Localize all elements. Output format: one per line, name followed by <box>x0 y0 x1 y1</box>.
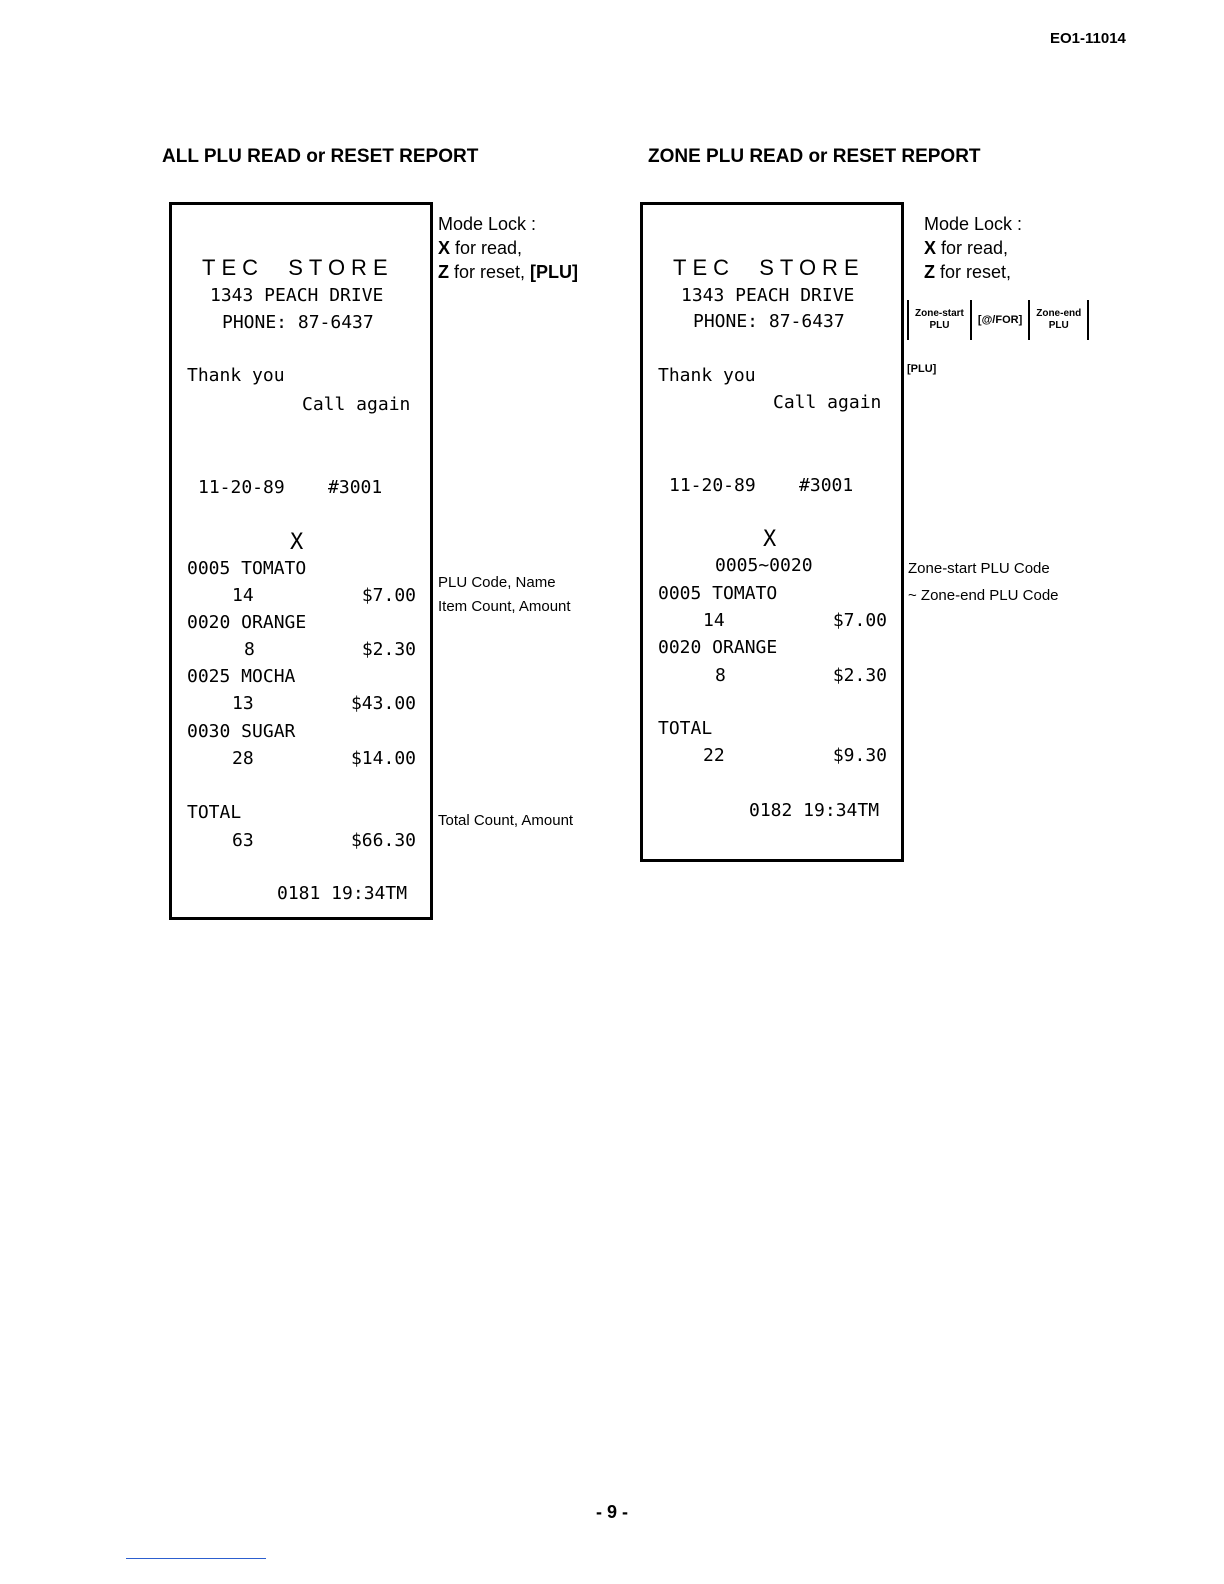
at-for-key <box>970 300 1028 340</box>
store-address: 1343 PEACH DRIVE <box>210 285 384 306</box>
item-name: 0005 TOMATO <box>187 558 307 579</box>
report-symbol: X <box>290 530 304 555</box>
plu-key-label: [PLU] <box>907 363 937 375</box>
date-and-number: 11-20-89 #3001 <box>198 477 383 498</box>
zone-end-code-text: ~ Zone-end PLU Code <box>908 587 1059 604</box>
store-name: TEC STORE <box>673 255 865 280</box>
all-plu-receipt <box>169 202 433 920</box>
total-count: 22 <box>703 745 725 766</box>
item-amount: $14.00 <box>350 748 416 769</box>
key-sequence <box>907 300 1089 340</box>
total-count: 63 <box>232 830 254 851</box>
mode-lock-annotation <box>438 212 578 284</box>
item-count: 14 <box>703 610 725 631</box>
footer-rule <box>126 1558 266 1559</box>
item-count-amount-text: Item Count, Amount <box>438 598 571 615</box>
store-phone: PHONE: 87-6437 <box>222 312 374 333</box>
store-address: 1343 PEACH DRIVE <box>681 285 855 306</box>
call-again-text: Call again <box>773 392 882 413</box>
x-read-text: for read, <box>450 238 523 258</box>
zone-range: 0005~0020 <box>715 555 813 576</box>
x-read-text: for read, <box>936 238 1009 258</box>
key-label-line: PLU <box>929 320 950 331</box>
x-key-label: X <box>438 238 451 258</box>
receipt-footer: 0181 19:34TM <box>277 883 408 904</box>
zone-code-annotation <box>908 555 1059 609</box>
item-amount: $7.00 <box>832 610 887 631</box>
key-label-line: Zone-start <box>915 308 964 319</box>
total-amount: $66.30 <box>350 830 416 851</box>
key-label-line: Zone-end <box>1036 308 1082 319</box>
date-and-number: 11-20-89 #3001 <box>669 475 854 496</box>
all-plu-report-title: ALL PLU READ or RESET REPORT <box>162 146 479 167</box>
item-name: 0020 ORANGE <box>658 637 778 658</box>
thanks-text: Thank you <box>658 365 756 386</box>
report-symbol: X <box>763 527 777 552</box>
item-count: 8 <box>715 665 726 686</box>
mode-lock-annotation <box>924 212 1022 284</box>
zone-start-code-text: Zone-start PLU Code <box>908 560 1050 577</box>
item-count: 14 <box>232 585 254 606</box>
store-name: TEC STORE <box>202 255 394 280</box>
z-key-label: Z <box>924 262 935 282</box>
key-label-line: [@/FOR] <box>977 314 1023 326</box>
call-again-text: Call again <box>302 394 411 415</box>
zone-end-plu-key <box>1028 300 1089 340</box>
total-amount: $9.30 <box>832 745 887 766</box>
store-phone: PHONE: 87-6437 <box>693 311 845 332</box>
x-key-label: X <box>924 238 937 258</box>
item-name: 0025 MOCHA <box>187 666 296 687</box>
zone-plu-receipt <box>640 202 904 862</box>
z-key-label: Z <box>438 262 449 282</box>
receipt-footer: 0182 19:34TM <box>749 800 880 821</box>
plu-code-name-text: PLU Code, Name <box>438 574 556 591</box>
thanks-text: Thank you <box>187 365 285 386</box>
item-amount: $7.00 <box>361 585 416 606</box>
total-count-annotation: Total Count, Amount <box>438 812 574 829</box>
z-reset-text: for reset, <box>935 262 1012 282</box>
item-count: 13 <box>232 693 254 714</box>
plu-code-annotation <box>438 571 571 619</box>
item-count: 28 <box>232 748 254 769</box>
mode-lock-label: Mode Lock : <box>924 214 1023 234</box>
mode-lock-label: Mode Lock : <box>438 214 537 234</box>
total-label: TOTAL <box>187 802 242 823</box>
z-reset-text: for reset, <box>449 262 531 282</box>
page-number: - 9 - <box>595 1502 628 1522</box>
item-count: 8 <box>244 639 255 660</box>
zone-plu-report-title: ZONE PLU READ or RESET REPORT <box>648 146 981 167</box>
total-label: TOTAL <box>658 718 713 739</box>
item-amount: $43.00 <box>350 693 416 714</box>
item-amount: $2.30 <box>832 665 887 686</box>
item-name: 0005 TOMATO <box>658 583 778 604</box>
document-code: EO1-11014 <box>1050 30 1126 47</box>
item-name: 0020 ORANGE <box>187 612 307 633</box>
item-amount: $2.30 <box>361 639 416 660</box>
key-label-line: PLU <box>1048 320 1069 331</box>
zone-start-plu-key <box>907 300 970 340</box>
item-name: 0030 SUGAR <box>187 721 296 742</box>
plu-key-label: [PLU] <box>530 262 579 282</box>
